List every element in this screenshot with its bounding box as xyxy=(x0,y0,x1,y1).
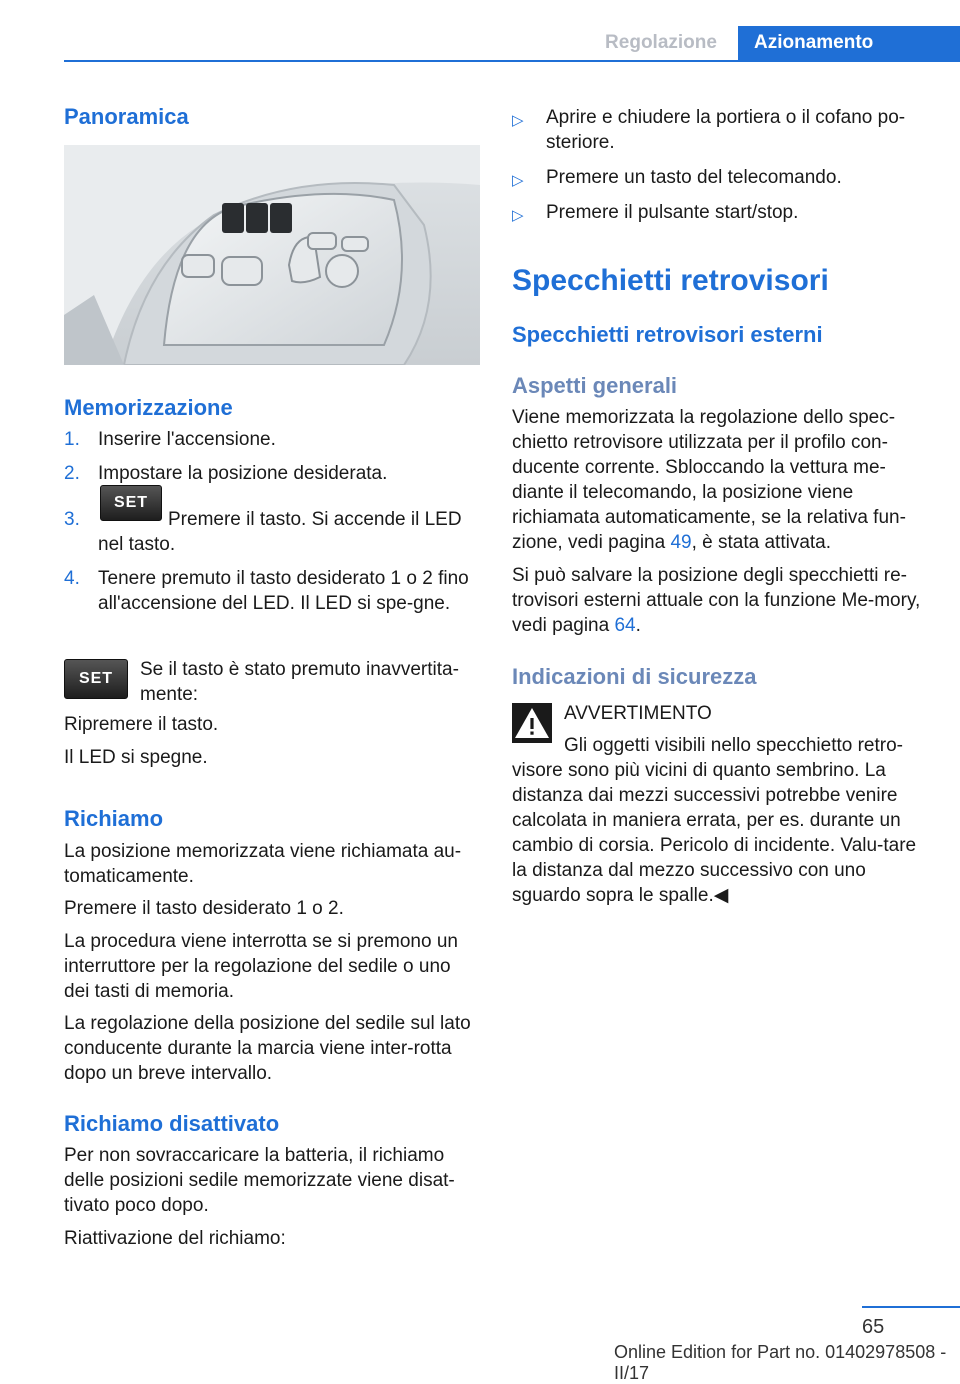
page-link-64[interactable]: 64 xyxy=(614,615,636,636)
heading-indicazioni-sicurezza: Indicazioni di sicurezza xyxy=(512,664,757,689)
body-text-part: , è stata attivata. xyxy=(691,532,832,553)
list-item xyxy=(64,427,480,452)
heading-specchietti-retrovisori: Specchietti retrovisori xyxy=(512,264,829,297)
set-button-icon: SET xyxy=(64,659,128,699)
body-text-part: Si può salvare la posizione degli specchietti re‐trovisori esterni attuale con la funzione Me‐mory, vedi pagina xyxy=(512,565,921,636)
body-text: La procedura viene interrotta se si premono un interruttore per la regolazione del sedile o uno dei tasti di memoria. xyxy=(64,931,458,1002)
body-text xyxy=(512,405,928,555)
header-tab-regolazione[interactable]: Regolazione xyxy=(605,32,717,53)
heading-aspetti-generali: Aspetti generali xyxy=(512,373,678,398)
body-text: Per non sovraccaricare la batteria, il richiamo delle posizioni sedile memorizzate viene disat‐tivato poco dopo. xyxy=(64,1145,455,1216)
list-item xyxy=(512,165,928,190)
step-number: 1. xyxy=(64,429,80,450)
heading-memorizzazione: Memorizzazione xyxy=(64,395,233,420)
list-item xyxy=(64,495,480,557)
step-number: 2. xyxy=(64,463,80,484)
body-text xyxy=(512,563,928,638)
step-number: 4. xyxy=(64,568,80,589)
triangle-bullet-icon: ▷ xyxy=(512,112,524,129)
body-text: Il LED si spegne. xyxy=(64,747,208,768)
heading-specchietti-esterni: Specchietti retrovisori esterni xyxy=(512,322,823,347)
bullet-text: Premere un tasto del telecomando. xyxy=(546,167,842,188)
body-text: La posizione memorizzata viene richiamata au‐tomaticamente. xyxy=(64,841,462,887)
triangle-bullet-icon: ▷ xyxy=(512,207,524,224)
list-item xyxy=(512,105,928,155)
body-text-part: . xyxy=(635,615,641,636)
list-item xyxy=(64,461,480,486)
step-number: 3. xyxy=(64,509,80,530)
page-number: 65 xyxy=(862,1316,885,1338)
heading-richiamo-disattivato: Richiamo disattivato xyxy=(64,1111,280,1136)
riattivazione-bullets xyxy=(512,105,928,225)
heading-panoramica: Panoramica xyxy=(64,104,189,129)
step-text: Inserire l'accensione. xyxy=(98,429,276,450)
footer-edition: Online Edition for Part no. 01402978508 - II/17 xyxy=(614,1342,947,1383)
footer-divider xyxy=(862,1306,960,1308)
body-text: Ripremere il tasto. xyxy=(64,714,219,735)
memorizzazione-steps xyxy=(64,427,480,616)
step-text: Tenere premuto il tasto desiderato 1 o 2 fino all'accensione del LED. Il LED si spe‐gne. xyxy=(98,568,469,614)
header-tab-azionamento[interactable]: Azionamento xyxy=(738,26,960,60)
list-item xyxy=(512,200,928,225)
triangle-bullet-icon: ▷ xyxy=(512,172,524,189)
bullet-text: Aprire e chiudere la portiera o il cofano po‐steriore. xyxy=(546,107,906,153)
body-text: Premere il tasto desiderato 1 o 2. xyxy=(64,898,344,919)
list-item xyxy=(64,566,480,616)
body-text: La regolazione della posizione del sedile sul lato conducente durante la marcia viene inter‐rotta dopo un breve intervallo. xyxy=(64,1013,471,1084)
warning-title: AVVERTIMENTO xyxy=(564,703,712,724)
set-button-icon: SET xyxy=(100,485,162,521)
page-link-49[interactable]: 49 xyxy=(670,532,692,553)
seat-memory-buttons-image xyxy=(64,145,480,365)
body-text-part: Viene memorizzata la regolazione dello spec‐chietto retrovisore utilizzata per il profilo con‐ducente corrente. Sbloccando la vettura me‐diante il telecomando, la posizione viene richiamata automaticamente, se la relativa fun‐zione, vedi pagina xyxy=(512,407,906,553)
heading-richiamo: Richiamo xyxy=(64,806,164,831)
warning-text: Gli oggetti visibili nello specchietto retro‐visore sono più vicini di quanto sembrino. La distanza dai mezzi successivi potrebbe venire calcolata in maniera errata, per es. durante un cambio di corsia. Pericolo di incidente. Valu‐tare la distanza dal mezzo successivo con uno sguardo sopra le spalle.◀ xyxy=(512,735,917,906)
bullet-text: Premere il pulsante start/stop. xyxy=(546,202,799,223)
step-text: Impostare la posizione desiderata. xyxy=(98,463,388,484)
note-text: Se il tasto è stato premuto inavvertita‐mente: xyxy=(140,659,459,705)
step-text: Premere il tasto. Si accende il LED nel tasto. xyxy=(98,509,462,555)
body-text: Riattivazione del richiamo: xyxy=(64,1228,286,1249)
header-divider xyxy=(64,60,960,62)
